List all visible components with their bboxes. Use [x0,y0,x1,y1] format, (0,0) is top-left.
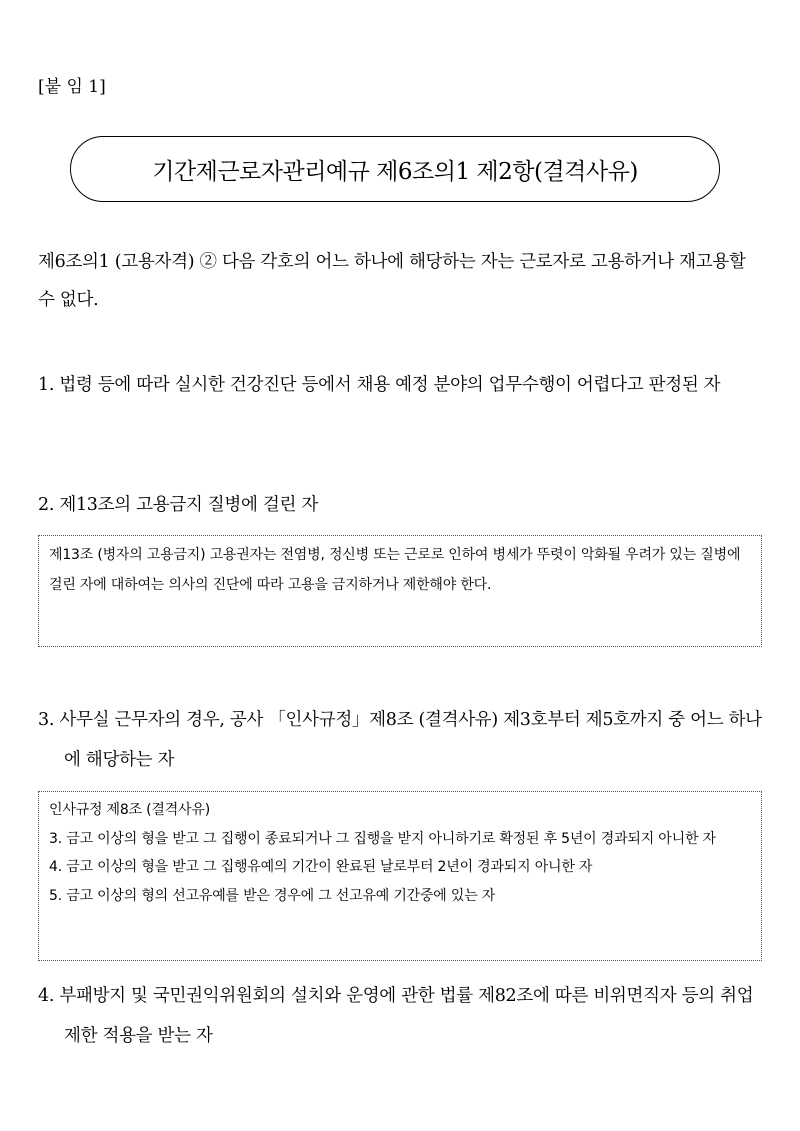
hr-regulation-line-4: 4. 금고 이상의 형을 받고 그 집행유예의 기간이 완료된 날로부터 2년이 경과되지 아니한 자 [49,859,593,875]
intro-paragraph: 제6조의1 (고용자격) ② 다음 각호의 어느 하나에 해당하는 자는 근로자로 고용하거나 재고용할 수 없다. [38,252,746,310]
article-13-box [38,535,762,647]
item-2: 2. 제13조의 고용금지 질병에 걸린 자 [38,495,318,515]
hr-regulation-line-3: 3. 금고 이상의 형을 받고 그 집행이 종료되거나 그 집행을 받지 아니하기로 확정된 후 5년이 경과되지 아니한 자 [49,830,716,847]
item-3: 3. 사무실 근무자의 경우, 공사 「인사규정」제8조 (결격사유) 제3호부터 제5호까지 중 어느 하나에 해당하는 자 [38,710,762,770]
item-4: 4. 부패방지 및 국민권익위원회의 설치와 운영에 관한 법률 제82조에 따른 비위면직자 등의 취업제한 적용을 받는 자 [38,986,754,1046]
hr-regulation-heading: 인사규정 제8조 (결격사유) [49,802,210,818]
item-1: 1. 법령 등에 따라 실시한 건강진단 등에서 채용 예정 분야의 업무수행이 어렵다고 판정된 자 [38,375,721,395]
hr-regulation-box [38,791,762,961]
hr-regulation-line-5: 5. 금고 이상의 형의 선고유예를 받은 경우에 그 선고유예 기간중에 있는 자 [49,887,496,904]
attachment-label: [붙 임 1] [38,77,106,97]
article-13-text: 제13조 (병자의 고용금지) 고용권자는 전염병, 정신병 또는 근로로 인하여 병세가 뚜렷이 악화될 우려가 있는 질병에 걸린 자에 대하여는 의사의 진단에 따라 고용을 금지하거나 제한해야 한다. [49,547,741,593]
document-title: 기간제근로자관리예규 제6조의1 제2항(결격사유) [70,136,720,202]
